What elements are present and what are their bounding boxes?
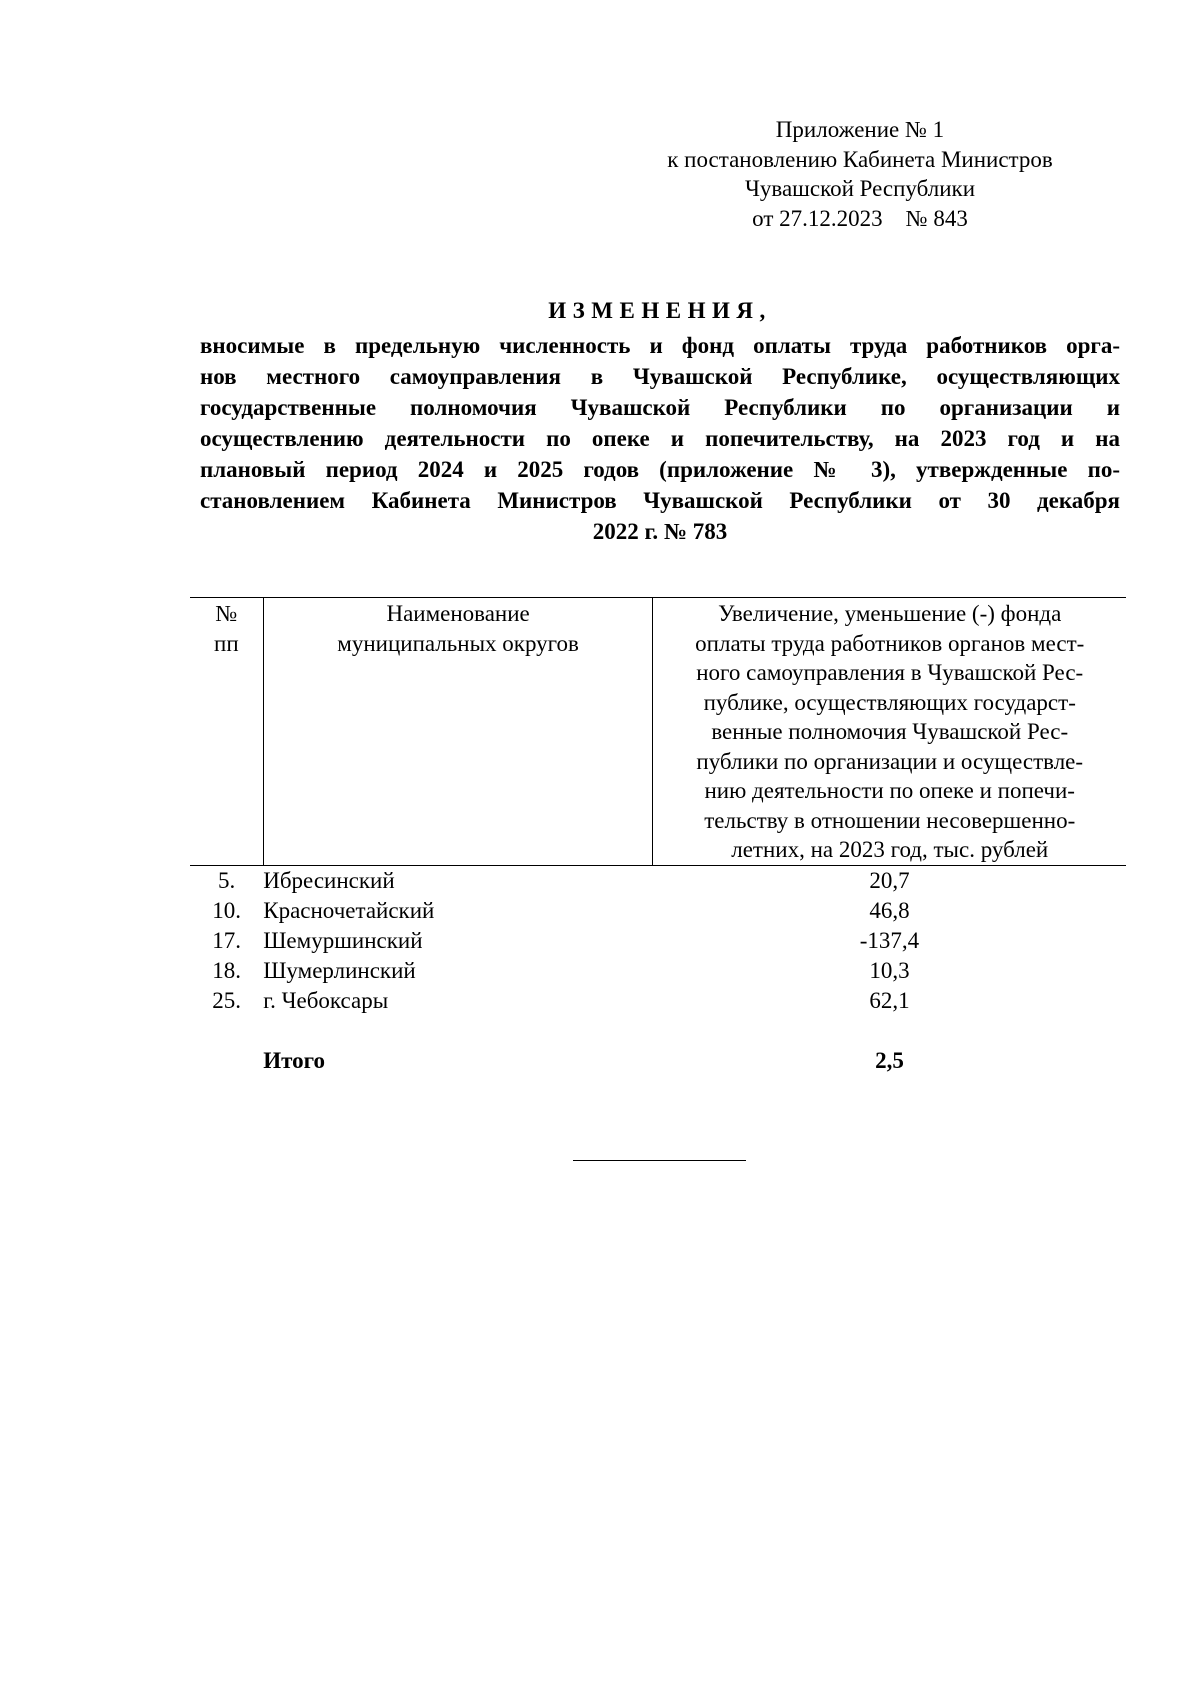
row-number: 18. <box>212 957 241 983</box>
row-value: 62,1 <box>869 987 910 1013</box>
header-text: тельству в отношении несовершенно- <box>704 807 1076 833</box>
row-number: 17. <box>212 927 241 953</box>
row-name: Шумерлинский <box>263 957 416 983</box>
header-text: № <box>215 601 238 626</box>
subtitle-line: государственные полномочия Чувашской Республики по организации и <box>200 395 1120 420</box>
table-row <box>190 956 1126 986</box>
header-text: венные полномочия Чувашской Рес- <box>711 719 1069 744</box>
header-text: нию деятельности по опеке и попечи- <box>704 778 1075 803</box>
subtitle-line: нов местного самоуправления в Чувашской Республике, осуществляющих <box>200 364 1120 389</box>
empty-cell <box>190 1046 263 1076</box>
row-value: 20,7 <box>869 867 910 893</box>
subtitle-line: 2022 г. № 783 <box>592 519 728 544</box>
header-text: оплаты труда работников органов мест- <box>695 630 1085 656</box>
subtitle-line: плановый период 2024 и 2025 годов (приложение № 3), утвержденные по- <box>200 457 1120 482</box>
appendix-line: Чувашской Республики <box>744 176 976 201</box>
row-name: Красночетайский <box>263 897 435 923</box>
row-name: Шемуршинский <box>263 927 423 953</box>
document-subtitle <box>200 330 1120 547</box>
row-number: 5. <box>217 867 236 893</box>
row-value: -137,4 <box>859 927 920 953</box>
header-number <box>190 598 263 866</box>
row-number: 25. <box>212 987 241 1013</box>
table-header-row <box>190 598 1126 866</box>
total-value: 2,5 <box>875 1047 904 1073</box>
document-title: ИЗМЕНЕНИЯ, <box>548 298 772 323</box>
table-row <box>190 896 1126 926</box>
header-text: пп <box>214 630 239 656</box>
header-name <box>263 598 653 866</box>
table-spacer-row <box>190 1016 1126 1046</box>
row-number: 10. <box>212 897 241 923</box>
appendix-line: к постановлению Кабинета Министров <box>667 146 1053 172</box>
header-text: Наименование <box>386 601 530 626</box>
header-text: Увеличение, уменьшение (-) фонда <box>718 601 1062 626</box>
closing-rule <box>573 1160 746 1161</box>
header-text: муниципальных округов <box>337 630 579 656</box>
header-text: ного самоуправления в Чувашской Рес- <box>696 660 1084 685</box>
row-value: 10,3 <box>869 957 910 983</box>
table-row <box>190 926 1126 956</box>
table-row <box>190 865 1126 896</box>
total-label: Итого <box>263 1047 325 1073</box>
subtitle-line: вносимые в предельную численность и фонд оплаты труда работников орга- <box>200 333 1120 358</box>
header-value <box>653 598 1126 866</box>
row-name: г. Чебоксары <box>263 987 389 1013</box>
changes-table <box>190 597 1126 1076</box>
appendix-line: от 27.12.2023 № 843 <box>752 205 968 231</box>
header-text: публике, осуществляющих государст- <box>703 689 1076 715</box>
appendix-block <box>600 115 1120 233</box>
subtitle-line: осуществлению деятельности по опеке и попечительству, на 2023 год и на <box>200 426 1120 451</box>
header-text: летних, на 2023 год, тыс. рублей <box>731 837 1049 862</box>
appendix-line: Приложение № 1 <box>775 117 945 142</box>
empty-cell <box>653 1016 1126 1046</box>
empty-cell <box>190 1016 263 1046</box>
table-row <box>190 986 1126 1016</box>
row-value: 46,8 <box>869 897 910 923</box>
header-text: публики по организации и осуществле- <box>696 748 1084 774</box>
row-name: Ибресинский <box>263 867 395 893</box>
subtitle-line: становлением Кабинета Министров Чувашской Республики от 30 декабря <box>200 488 1120 513</box>
table-total-row <box>190 1046 1126 1076</box>
empty-cell <box>263 1016 653 1046</box>
